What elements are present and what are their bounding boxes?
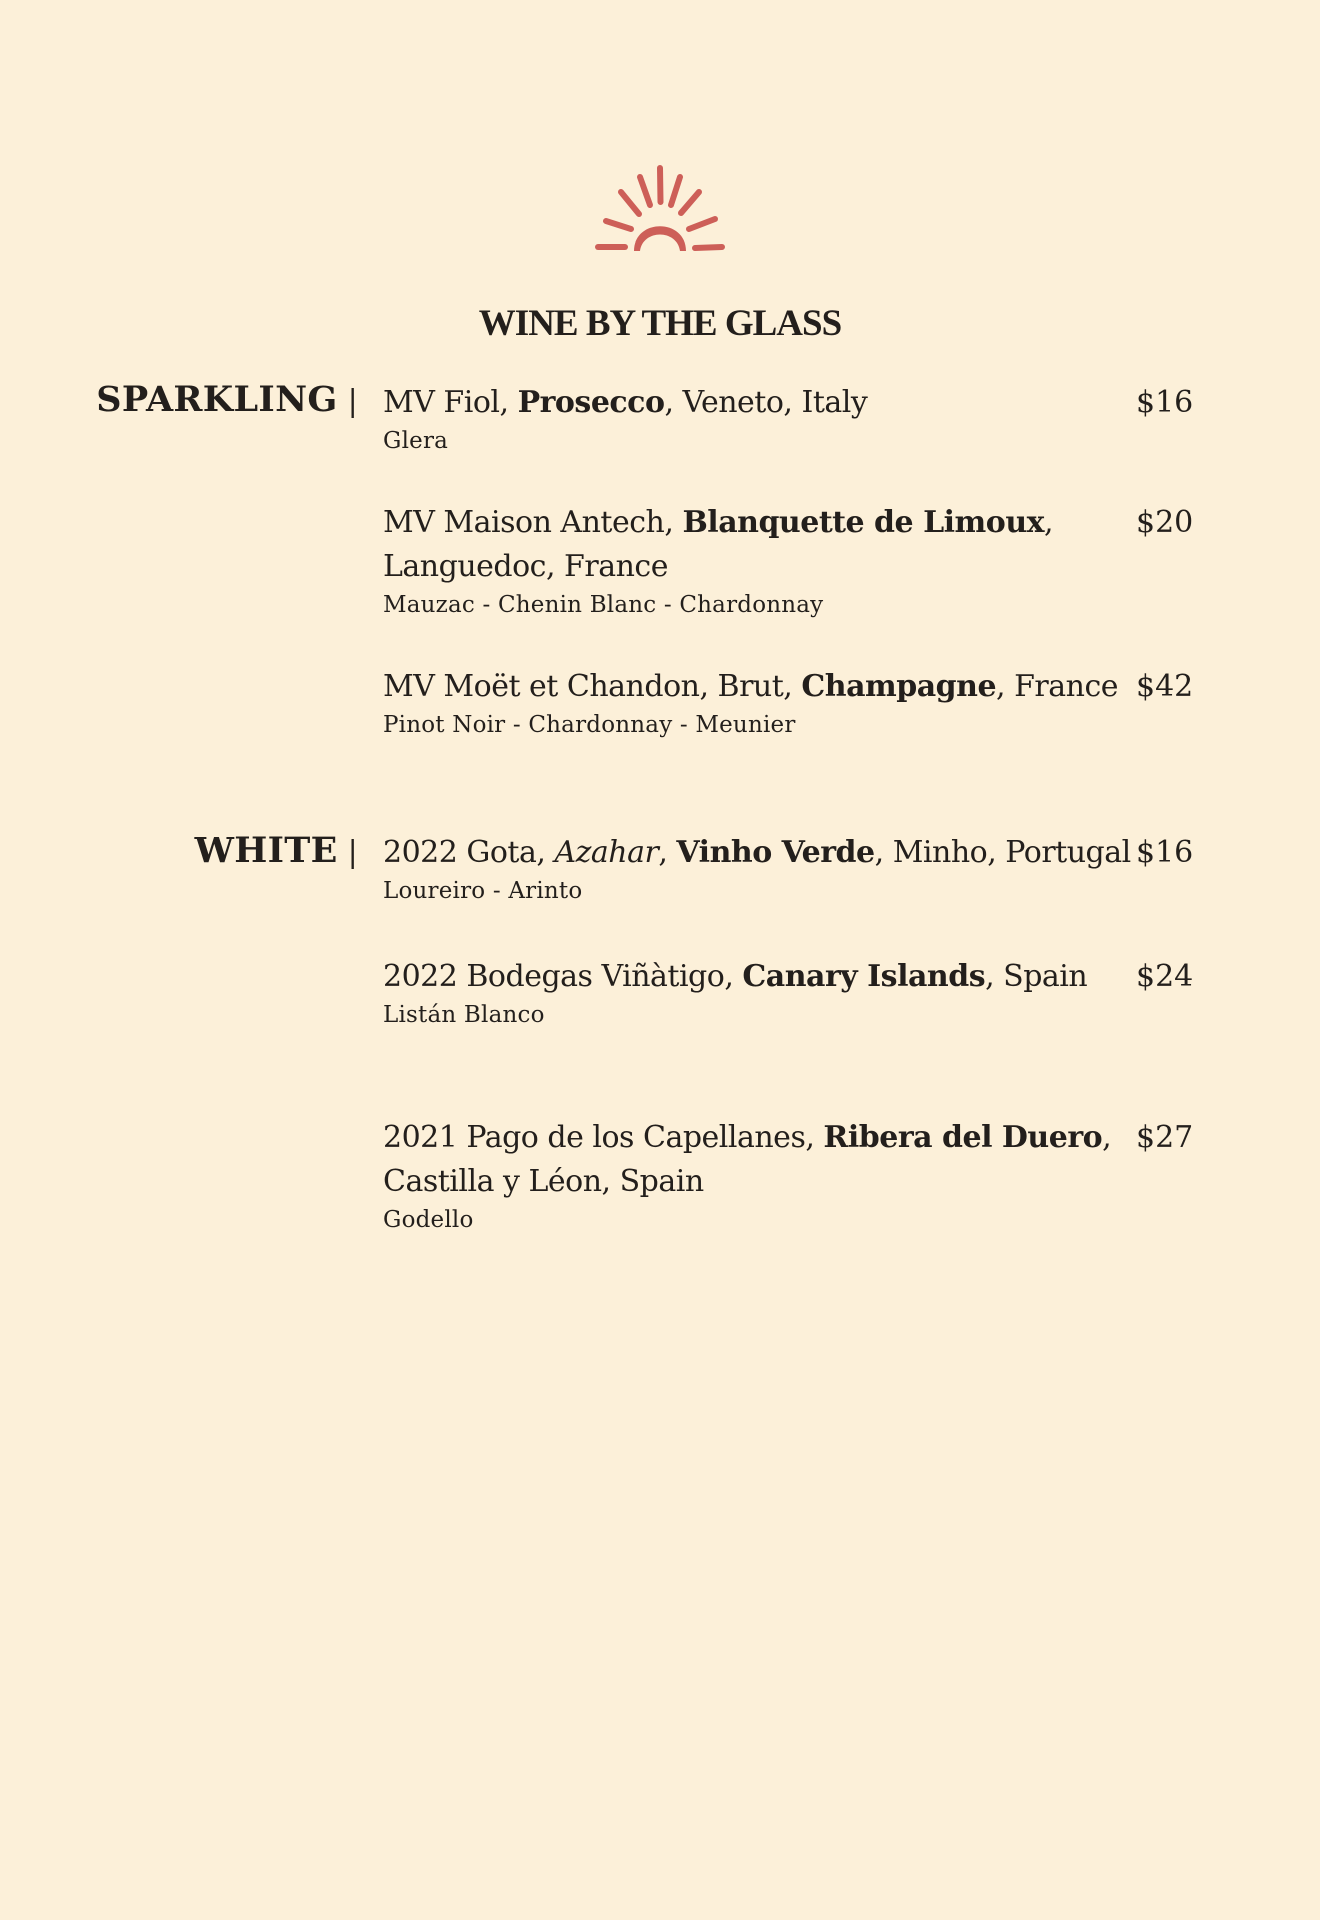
- price: $20: [1136, 505, 1194, 540]
- wine-name: MV Fiol, Prosecco, Veneto, Italy: [383, 385, 868, 420]
- list-item: [383, 831, 1131, 905]
- wine-name: 2022 Bodegas Viñàtigo, Canary Islands, Spain: [383, 959, 1088, 994]
- menu-title: WINE BY THE GLASS: [478, 303, 842, 344]
- grape-varieties: Godello: [383, 1207, 474, 1233]
- price: $16: [1136, 385, 1194, 420]
- wine-name: 2021 Pago de los Capellanes, Ribera del Duero,: [383, 1120, 1112, 1155]
- section-separator: |: [347, 835, 358, 870]
- sun-rising-icon: [579, 163, 741, 255]
- grape-varieties: Mauzac - Chenin Blanc - Chardonnay: [383, 592, 824, 618]
- wine-name: 2022 Gota, Azahar, Vinho Verde, Minho, Portugal: [383, 835, 1131, 870]
- section-title: SPARKLING: [96, 379, 338, 420]
- wine-name: MV Moët et Chandon, Brut, Champagne, France: [383, 669, 1119, 704]
- price: $42: [1136, 669, 1194, 704]
- wine-region: Castilla y Léon, Spain: [383, 1164, 704, 1199]
- section-label-white: [195, 829, 358, 875]
- grape-varieties: Loureiro - Arinto: [383, 878, 583, 904]
- section-separator: |: [347, 384, 358, 419]
- section-title: WHITE: [194, 830, 338, 871]
- wine-region: Languedoc, France: [383, 549, 668, 584]
- section-label-sparkling: [96, 378, 358, 424]
- list-item: [383, 381, 1103, 455]
- grape-varieties: Listán Blanco: [383, 1002, 545, 1028]
- price: $16: [1136, 835, 1194, 870]
- wine-name: MV Maison Antech, Blanquette de Limoux,: [383, 505, 1054, 540]
- list-item: [383, 501, 1103, 619]
- price: $24: [1136, 959, 1194, 994]
- grape-varieties: Pinot Noir - Chardonnay - Meunier: [383, 712, 796, 738]
- list-item: [383, 1116, 1112, 1234]
- list-item: [383, 955, 1103, 1029]
- price: $27: [1136, 1120, 1194, 1155]
- grape-varieties: Glera: [383, 428, 449, 454]
- list-item: [383, 665, 1119, 739]
